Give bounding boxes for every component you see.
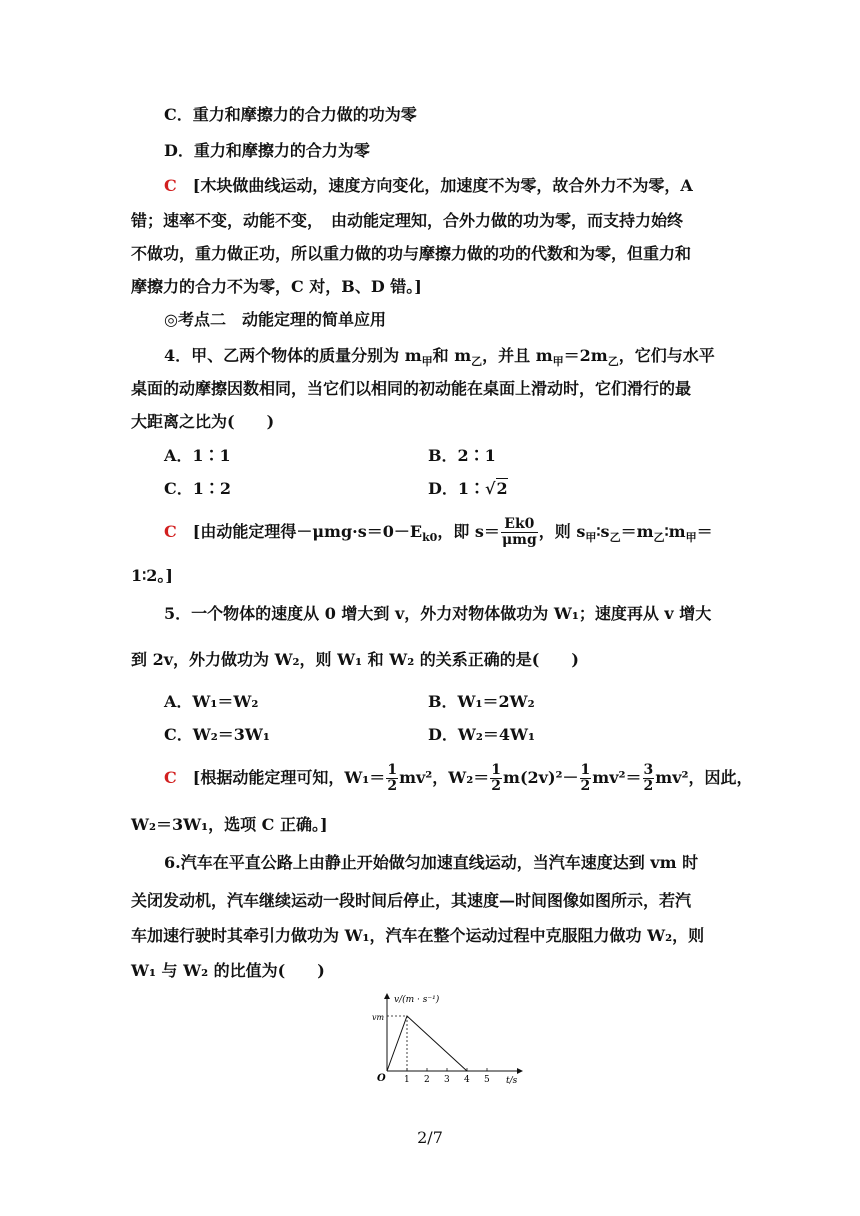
x-axis-label: t/s (506, 1076, 518, 1086)
q5-options-ab (164, 691, 764, 713)
x-tick-label-2: 2 (424, 1075, 430, 1085)
q4-fraction: $\frac{Ek0}{\text{μmg}}$ (501, 516, 537, 548)
q5-option-a: A．W₁＝W₂ (164, 692, 259, 711)
velocity-series-line (387, 1016, 467, 1071)
q3-option-c: C．重力和摩擦力的合力做的功为零 (164, 105, 417, 124)
q4-explanation-line1: C [由动能定理得$-\mu mg\cdot s=0-E_{k0}$，即 s＝ $\frac{Ek0}{\text{μmg}}$ ，则 $s_甲∶s_乙=m_乙∶m_甲=$ (164, 516, 713, 548)
section-heading: ◎考点二 动能定理的简单应用 (164, 310, 386, 329)
q4-answer: C (164, 522, 177, 541)
q5-explanation-line2: W₂＝3W₁，选项 C 正确。] (131, 815, 328, 834)
x-tick-label-4: 4 (464, 1075, 470, 1085)
q3-explanation-line2: 错；速率不变，动能不变， 由动能定理知，合外力做的功为零，而支持力始终 (131, 211, 684, 230)
y-tick-vm: vm (372, 1013, 385, 1022)
q3-explanation-line3: 不做功，重力做正功，所以重力做的功与摩擦力做的功的代数和为零，但重力和 (131, 244, 692, 263)
x-tick-label-5: 5 (484, 1075, 490, 1085)
q4-explanation-line2: 1∶2。] (131, 566, 174, 585)
q5-stem-line1: 5．一个物体的速度从 0 增大到 v，外力对物体做功为 W₁；速度再从 v 增大 (164, 604, 712, 623)
q3-option-d: D．重力和摩擦力的合力为零 (164, 141, 370, 160)
q3-answer: C (164, 176, 177, 195)
q4-option-d: D．1∶√2 (428, 479, 508, 498)
velocity-time-chart (360, 990, 530, 1090)
q4-stem-line2: 桌面的动摩擦因数相同，当它们以相同的初动能在桌面上滑动时，它们滑行的最 (131, 379, 692, 398)
q6-stem-line3: 车加速行驶时其牵引力做功为 W₁，汽车在整个运动过程中克服阻力做功 W₂，则 (131, 926, 705, 945)
q5-option-b: B．W₁＝2W₂ (428, 692, 535, 711)
q5-options-cd (164, 724, 764, 746)
x-tick-label-1: 1 (404, 1075, 410, 1085)
page-number: 2/7 (417, 1128, 443, 1147)
q4-stem-line3: 大距离之比为( ) (131, 412, 275, 431)
q4-stem-line1: 4．甲、乙两个物体的质量分别为 $m_甲$和 $m_乙$，并且 $m_甲=2m_乙$，它们与水平 (164, 346, 715, 369)
q5-explanation-line1: C [根据动能定理可知，W₁＝ $\frac{1}{2}$ mv²，W₂＝ $\frac{1}{2}$ m(2v)²－ $\frac{1}{2}$ mv²＝ $\frac{3}{2}$ mv²，因此， (164, 762, 753, 794)
q4-option-b: B．2∶1 (428, 446, 496, 465)
q3-explanation-line4: 摩擦力的合力不为零，C 对，B、D 错。] (131, 277, 422, 296)
q5-option-d: D．W₂＝4W₁ (428, 725, 535, 744)
q5-stem-line2: 到 2v，外力做功为 W₂，则 W₁ 和 W₂ 的关系正确的是( ) (131, 650, 579, 669)
y-axis-label: v/(m · s⁻¹) (394, 995, 440, 1005)
q6-stem-line1: 6.汽车在平直公路上由静止开始做匀加速直线运动，当汽车速度达到 vm 时 (164, 853, 699, 872)
q3-explanation-line1: C [木块做曲线运动，速度方向变化，加速度不为零，故合外力不为零，A (164, 176, 693, 195)
q5-answer: C (164, 768, 177, 787)
q6-stem-line4: W₁ 与 W₂ 的比值为( ) (131, 961, 325, 980)
q4-option-c: C．1∶2 (164, 479, 232, 498)
q6-stem-line2: 关闭发动机，汽车继续运动一段时间后停止，其速度—时间图像如图所示，若汽 (131, 891, 692, 910)
x-tick-label-3: 3 (444, 1075, 450, 1085)
origin-label: O (377, 1073, 386, 1084)
q5-option-c: C．W₂＝3W₁ (164, 725, 270, 744)
q4-options-cd (164, 478, 764, 500)
q4-options-ab (164, 445, 764, 467)
q4-option-a: A．1∶1 (164, 446, 231, 465)
